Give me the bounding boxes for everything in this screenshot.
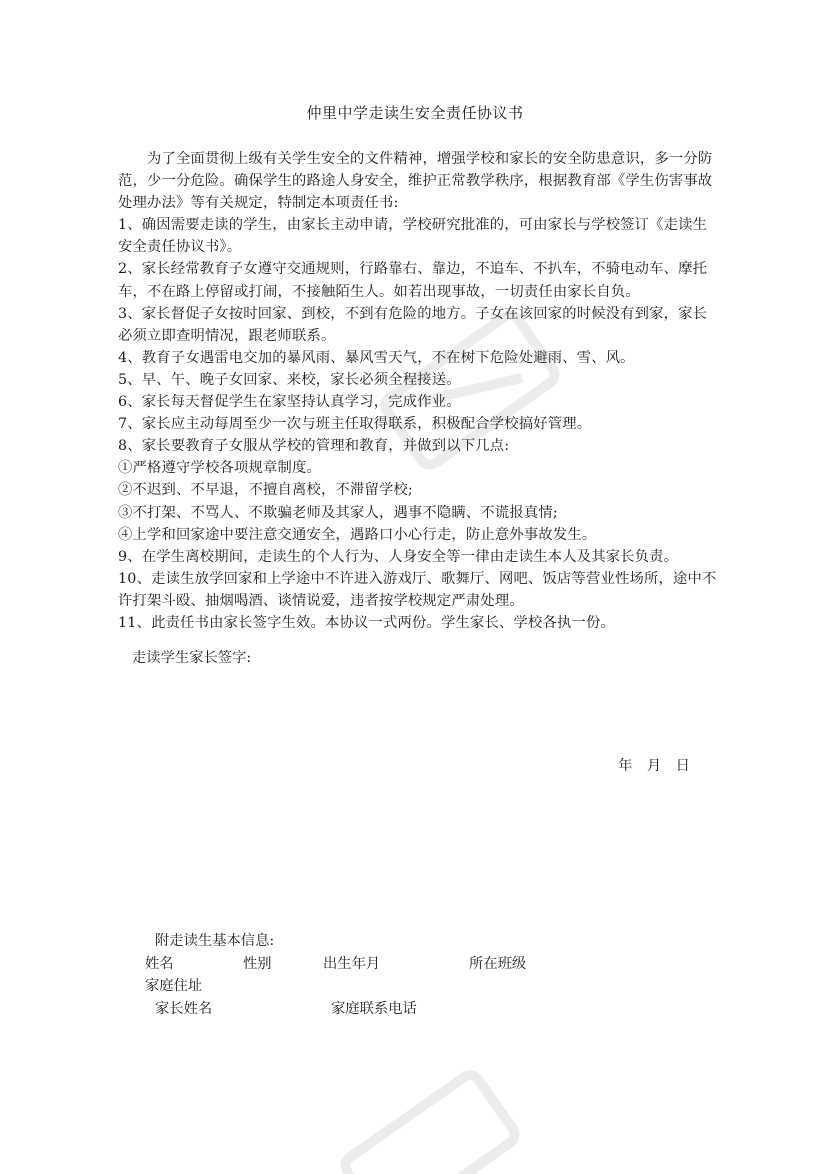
phone-label: 家庭联系电话 [331, 1000, 417, 1017]
clause-5: 5、早、午、晚子女回家、来校，家长必须全程接送。 [118, 371, 461, 388]
clause-11: 11、此责任书由家长签字生效。本协议一式两份。学生家长、学校各执一份。 [118, 614, 615, 631]
class-label: 所在班级 [469, 955, 527, 972]
clause-8: 8、家长要教育子女服从学校的管理和教育，并做到以下几点: [118, 438, 510, 455]
clause-7: 7、家长应主动每周至少一次与班主任取得联系，积极配合学校搞好管理。 [118, 416, 592, 433]
clause-1: 1、确因需要走读的学生，由家长主动申请，学校研究批准的，可由家长与学校签订《走读生安全责任协议书》。 [118, 217, 708, 256]
address-label: 家庭住址 [145, 978, 203, 994]
sub-clause-3: ③不打架、不骂人、不欺骗老师及其家人，遇事不隐瞒、不谎报真情; [118, 504, 558, 521]
clause-6: 6、家长每天督促学生在家坚持认真学习，完成作业。 [118, 394, 461, 411]
gender-label: 性别 [243, 955, 272, 972]
sub-clause-2: ②不迟到、不早退，不擅自离校，不滞留学校; [118, 482, 413, 499]
document-title: 仲里中学走读生安全责任协议书 [306, 104, 524, 122]
clause-9: 9、在学生离校期间，走读生的个人行为、人身安全等一律由走读生本人及其家长负责。 [118, 548, 679, 565]
name-label: 姓名 [145, 955, 174, 972]
clause-3: 3、家长督促子女按时回家、到校，不到有危险的地方。子女在该回家的时候没有到家，家长必须立即查明情况，跟老师联系。 [118, 305, 708, 344]
watermark-graphic [330, 1070, 530, 1174]
agreement-body [118, 148, 718, 634]
sub-clause-1: ①严格遵守学校各项规章制度。 [118, 460, 321, 477]
parent-name-label: 家长姓名 [155, 1000, 213, 1017]
intro-paragraph: 为了全面贯彻上级有关学生安全的文件精神，增强学校和家长的安全防患意识，多一分防范，少一分危险。确保学生的路途人身安全，维护正常教学秩序，根据教育部《学生伤害事故处理办法》等有关规定，特制定本项责任书: [118, 151, 713, 212]
birth-label: 出生年月 [323, 955, 381, 972]
parent-signature-label: 走读学生家长签字: [132, 650, 252, 666]
date-line: 年 月 日 [618, 758, 690, 774]
sub-clause-4: ④上学和回家途中要注意交通安全，遇路口小心行走，防止意外事故发生。 [118, 526, 597, 543]
clause-2: 2、家长经常教育子女遵守交通规则，行路靠右、靠边，不追车、不扒车，不骑电动车、摩托车，不在路上停留或打闹，不接触陌生人。如若出现事故，一切责任由家长自负。 [118, 261, 708, 300]
clause-4: 4、教育子女遇雷电交加的暴风雨、暴风雪天气，不在树下危险处避雨、雪、风。 [118, 349, 635, 366]
attachment-heading: 附走读生基本信息: [155, 933, 275, 949]
clause-10: 10、走读生放学回家和上学途中不许进入游戏厅、歌舞厅、网吧、饭店等营业性场所，途中不许打架斗殴、抽烟喝酒、谈情说爱，违者按学校规定严肃处理。 [118, 570, 717, 609]
